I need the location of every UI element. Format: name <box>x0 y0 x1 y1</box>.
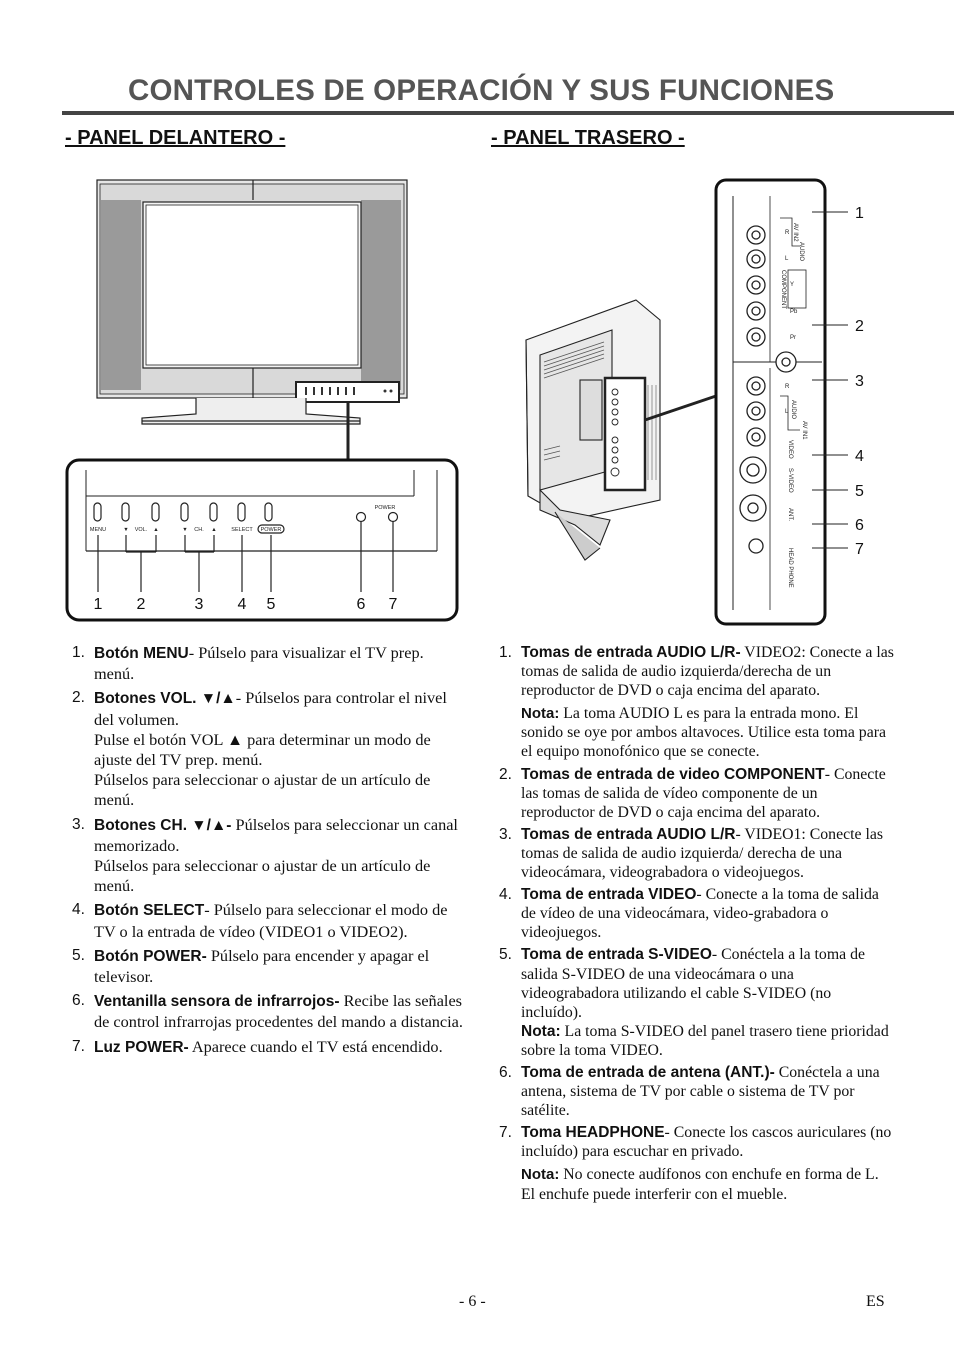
diagram-label-ch-up: ▲ <box>211 527 217 533</box>
front-callout-6: 6 <box>356 596 366 613</box>
rear-label-audio-2: AUDIO <box>798 242 804 262</box>
diagram-label-ch-down: ▼ <box>182 527 188 533</box>
power-button-shape <box>265 503 272 521</box>
list-item: 2. Botones VOL. ▼/▲- Púlselos para controlar el nivel del volumen. Pulse el botón VOL ▲ para determinar un modo de ajuste del TV prep. menú. Púlselos para seleccionar o ajustar de un artículo de menú. <box>72 688 467 810</box>
diagrams <box>0 0 954 640</box>
list-item: 4. Botón SELECT- Púlselo para seleccionar el modo de TV o la entrada de vídeo (VIDEO1 o VIDEO2). <box>72 900 448 941</box>
rear-label-av-in2: AV IN2 <box>792 223 798 242</box>
rear-callout-2: 2 <box>855 318 864 335</box>
diagram-label-vol-up: ▲ <box>153 527 159 533</box>
diagram-label-select: SELECT <box>231 527 253 533</box>
front-panel-list <box>72 643 467 1062</box>
infrared-sensor-shape <box>357 513 366 522</box>
rear-label-y: Y <box>790 282 795 288</box>
list-item-note: Nota: La toma AUDIO L es para la entrada mono. El sonido se oye por ambos altavoces. Utilice esta toma para el equipo monofónico que se conecte. <box>521 705 886 761</box>
rear-label-component: COMPONENT <box>780 270 786 309</box>
page-number: - 6 - <box>459 1293 486 1310</box>
rear-label-ant: ANT. <box>787 508 793 522</box>
list-item: 6. Toma de entrada de antena (ANT.)- Conéctela a una antena, sistema de TV por cable o sistema de TV por satélite. <box>499 1063 880 1120</box>
ch-down-button-shape <box>181 503 188 521</box>
list-item: 5. Botón POWER- Púlselo para encender y apagar el televisor. <box>72 945 430 987</box>
list-item: 7. Toma HEADPHONE- Conecte los cascos auriculares (no incluído) para escuchar en privado. Nota: No conecte audífonos con enchufe en forma de L. El enchufe puede interferir con el mueble. <box>499 1123 894 1203</box>
select-button-shape <box>238 503 245 521</box>
menu-button-shape <box>94 503 101 521</box>
list-item: 5. Toma de entrada S-VIDEO- Conéctela a la toma de salida S-VIDEO de una videocámara o una videograbadora utilizando el cable S-VIDEO (no incluído). Nota: La toma S-VIDEO del panel trasero tiene prioridad sobre la toma VIDEO. <box>499 945 894 1060</box>
front-control-zoom <box>67 460 457 620</box>
front-callout-1: 1 <box>93 596 103 613</box>
rear-callout-6: 6 <box>855 517 864 534</box>
list-item-extra: Púlselos para seleccionar o ajustar de un artículo de menú. <box>94 856 431 896</box>
rear-label-l-1: L <box>785 409 789 415</box>
diagram-label-power-button: POWER <box>260 527 282 533</box>
rear-label-r-2: R <box>785 230 790 236</box>
rear-panel-list <box>499 643 894 1207</box>
list-item: 3. Tomas de entrada AUDIO L/R- VIDEO1: Conecte las tomas de salida de audio izquierda/ derecha de una videocámara, videograbadora o videojuegos. <box>499 825 884 882</box>
list-item: 3. Botones CH. ▼/▲- Púlselos para seleccionar un canal memorizado. Púlselos para seleccionar o ajustar de un artículo de menú. <box>72 815 467 897</box>
rear-callout-4: 4 <box>855 448 864 465</box>
list-item-extra: Pulse el botón VOL ▲ para determinar un modo de ajuste del TV prep. menú. <box>94 729 431 770</box>
diagram-label-power-light: POWER <box>374 505 396 511</box>
rear-label-s-video: S-VIDEO <box>787 468 793 493</box>
diagram-label-menu: MENU <box>89 527 107 533</box>
list-item-note: Nota: No conecte audífonos con enchufe en forma de L. El enchufe puede interferir con el mueble. <box>521 1166 879 1203</box>
vol-down-button-shape <box>122 503 129 521</box>
rear-callout-7: 7 <box>855 541 864 558</box>
list-item: 6. Ventanilla sensora de infrarrojos- Recibe las señales de control infrarrojas procedentes del mando a distancia. <box>72 991 463 1032</box>
list-item: 2. Tomas de entrada de video COMPONENT- Conecte las tomas de salida de vídeo componente de un reproductor de DVD o caja encima del aparato. <box>499 765 886 821</box>
rear-label-r-1: R <box>785 384 790 390</box>
rear-label-pr: Pr <box>790 335 796 341</box>
rear-label-audio-1: AUDIO <box>790 400 796 420</box>
rear-label-video: VIDEO <box>787 440 793 459</box>
front-callout-4: 4 <box>237 596 247 613</box>
diagram-label-vol: VOL. <box>134 527 148 533</box>
rear-panel-heading: - PANEL TRASERO - <box>491 127 685 149</box>
diagram-label-ch: CH. <box>194 527 204 533</box>
page-title: CONTROLES DE OPERACIÓN Y SUS FUNCIONES <box>128 74 835 107</box>
rear-label-pb: Pb <box>790 309 798 315</box>
rear-label-av-in1: AV IN1 <box>801 421 807 440</box>
front-callout-7: 7 <box>388 596 398 613</box>
front-callout-2: 2 <box>136 596 146 613</box>
vol-up-button-shape <box>152 503 159 521</box>
rear-panel-zoom <box>716 180 864 624</box>
front-panel-heading: - PANEL DELANTERO - <box>65 127 286 149</box>
list-item: 1. Tomas de entrada AUDIO L/R- VIDEO2: Conecte a las tomas de salida de audio izquierda/derecha de un reproductor de DVD o caja encima del aparato. Nota: La toma AUDIO L es para la entrada mono. El sonido se oye por ambos altavoces. Utilice esta toma para el equipo monofónico que se conecte. <box>499 644 894 761</box>
list-item-note: Nota: La toma S-VIDEO del panel trasero tiene prioridad sobre la toma VIDEO. <box>521 1022 889 1059</box>
front-callout-3: 3 <box>194 596 204 613</box>
front-tv-illustration <box>97 180 407 460</box>
rear-callout-5: 5 <box>855 483 864 500</box>
power-light-shape <box>389 513 398 522</box>
list-item: 7. Luz POWER- Aparece cuando el TV está encendido. <box>72 1036 443 1056</box>
list-item: 4. Toma de entrada VIDEO- Conecte a la toma de salida de vídeo de una videocámara, video-grabadora o videojuegos. <box>499 886 879 942</box>
list-item-extra: Púlselos para seleccionar o ajustar de un artículo de menú. <box>94 770 431 810</box>
ch-up-button-shape <box>210 503 217 521</box>
rear-callout-1: 1 <box>855 205 864 222</box>
rear-tv-illustration <box>526 300 716 560</box>
diagram-label-vol-down: ▼ <box>123 527 129 533</box>
front-callout-5: 5 <box>266 596 276 613</box>
rear-label-headphone: HEAD PHONE <box>787 548 793 588</box>
rear-label-l-2: L <box>785 256 789 262</box>
list-item: 1. Botón MENU- Púlselo para visualizar el TV prep. menú. <box>72 643 424 684</box>
rear-callout-3: 3 <box>855 373 864 390</box>
language-code: ES <box>866 1293 885 1310</box>
